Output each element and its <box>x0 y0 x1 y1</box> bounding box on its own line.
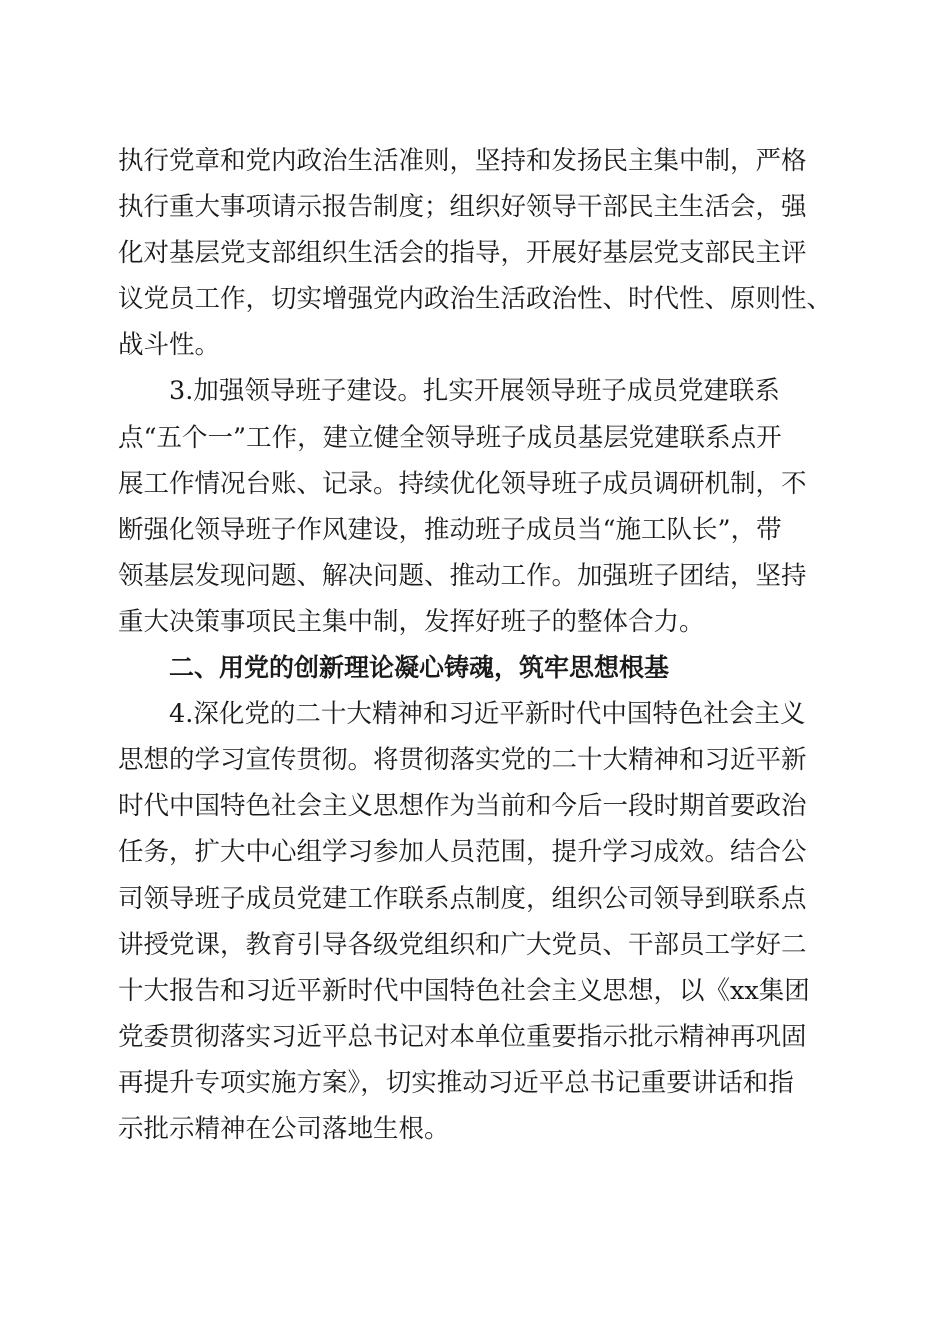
text-line: 再提升专项实施方案》，切实推动习近平总书记重要讲话和指 <box>118 1067 794 1098</box>
text-line: 重大决策事项民主集中制，发挥好班子的整体合力。 <box>118 606 705 637</box>
text-line: 点“五个一”工作，建立健全领导班子成员基层党建联系点开 <box>118 422 782 453</box>
text-line: 司领导班子成员党建工作联系点制度，组织公司领导到联系点 <box>118 883 807 914</box>
text-line: 执行重大事项请示报告制度；组织好领导干部民主生活会，强 <box>118 192 807 223</box>
document-body <box>118 138 838 1152</box>
paragraph-party-life <box>118 138 838 368</box>
text-line: 战斗性。 <box>118 330 221 361</box>
text-line: 党委贯彻落实习近平总书记对本单位重要指示批示精神再巩固 <box>118 1021 807 1052</box>
paragraph-item-4 <box>118 691 838 1152</box>
section-heading <box>118 645 838 691</box>
text-line: 示批示精神在公司落地生根。 <box>118 1113 450 1144</box>
text-line: 化对基层党支部组织生活会的指导，开展好基层党支部民主评 <box>118 238 807 269</box>
text-line: 展工作情况台账、记录。持续优化领导班子成员调研机制，不 <box>118 468 807 499</box>
text-line: 时代中国特色社会主义思想作为当前和今后一段时期首要政治 <box>118 791 807 822</box>
text-line: 讲授党课，教育引导各级党组织和广大党员、干部员工学好二 <box>118 929 807 960</box>
paragraph-item-3 <box>118 368 838 645</box>
text-line: 断强化领导班子作风建设，推动班子成员当“施工队长”，带 <box>118 514 782 545</box>
text-line: 执行党章和党内政治生活准则，坚持和发扬民主集中制，严格 <box>118 146 807 176</box>
text-line: 任务，扩大中心组学习参加人员范围，提升学习成效。结合公 <box>118 837 807 868</box>
text-line: 领基层发现问题、解决问题、推动工作。加强班子团结，坚持 <box>118 560 807 591</box>
text-line: 十大报告和习近平新时代中国特色社会主义思想，以《xx集团 <box>118 975 810 1006</box>
text-line: 3.加强领导班子建设。扎实开展领导班子成员党建联系 <box>169 376 780 407</box>
text-line: 4.深化党的二十大精神和习近平新时代中国特色社会主义 <box>169 699 806 730</box>
text-line: 议党员工作，切实增强党内政治生活政治性、时代性、原则性、 <box>118 284 833 315</box>
section-heading-text: 二、用党的创新理论凝心铸魂，筑牢思想根基 <box>169 653 670 683</box>
text-line: 思想的学习宣传贯彻。将贯彻落实党的二十大精神和习近平新 <box>118 745 807 776</box>
